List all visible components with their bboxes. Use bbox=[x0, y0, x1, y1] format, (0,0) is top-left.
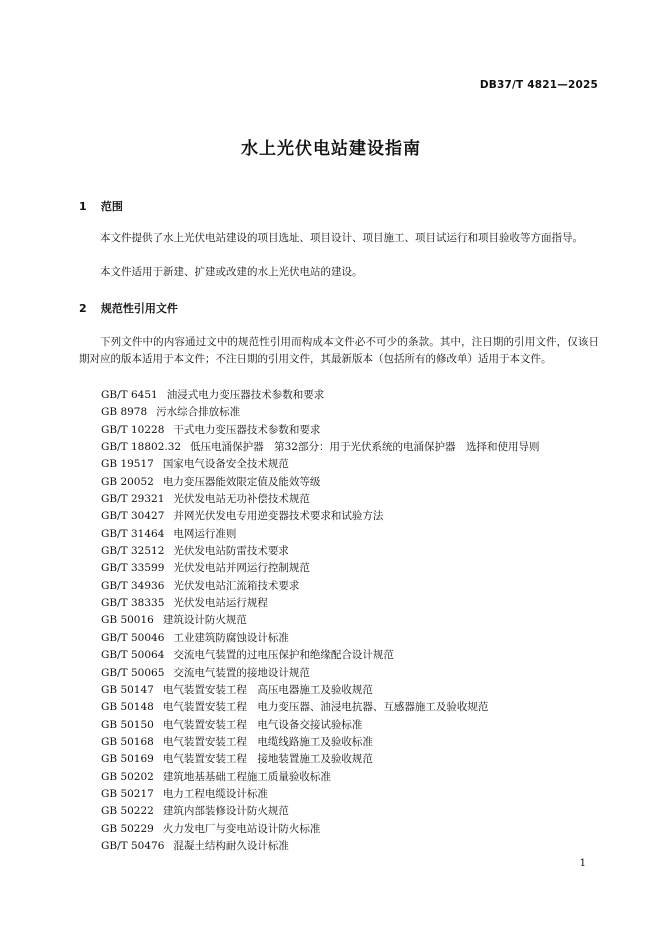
reference-code: GB 50229 bbox=[101, 822, 154, 835]
reference-title: 国家电气设备安全技术规范 bbox=[162, 458, 289, 471]
reference-code: GB 50168 bbox=[101, 735, 154, 748]
reference-code: GB 50202 bbox=[101, 770, 154, 783]
reference-title: 污水综合排放标准 bbox=[156, 406, 241, 419]
reference-item bbox=[101, 543, 539, 560]
reference-title: 电气装置安装工程 高压电器施工及验收规范 bbox=[162, 683, 373, 696]
reference-title: 光伏发电站运行规程 bbox=[173, 597, 268, 610]
reference-item bbox=[101, 734, 539, 751]
section-title: 范围 bbox=[100, 200, 123, 213]
reference-item bbox=[101, 803, 539, 820]
reference-title: 光伏发电站并网运行控制规范 bbox=[173, 562, 310, 575]
reference-code: GB/T 50046 bbox=[101, 631, 165, 644]
reference-item bbox=[101, 474, 539, 491]
reference-item bbox=[101, 508, 539, 525]
reference-code: GB 50148 bbox=[101, 701, 154, 714]
section-number: 1 bbox=[79, 200, 87, 213]
reference-item bbox=[101, 769, 539, 786]
reference-code: GB/T 50065 bbox=[101, 666, 165, 679]
reference-title: 电气装置安装工程 接地装置施工及验收规范 bbox=[162, 753, 373, 766]
reference-item bbox=[101, 560, 539, 577]
scope-paragraph-2: 本文件适用于新建、扩建或改建的水上光伏电站的建设。 bbox=[100, 266, 363, 278]
reference-title: 建筑内部装修设计防火规范 bbox=[162, 805, 289, 818]
reference-item bbox=[101, 647, 539, 664]
reference-item bbox=[101, 821, 539, 838]
reference-code: GB 8978 bbox=[101, 406, 148, 419]
reference-title: 建筑设计防火规范 bbox=[162, 614, 247, 627]
reference-code: GB/T 18802.32 bbox=[101, 441, 182, 454]
reference-code: GB 50222 bbox=[101, 805, 154, 818]
reference-code: GB/T 30427 bbox=[101, 510, 165, 523]
document-code: DB37/T 4821—2025 bbox=[479, 79, 598, 91]
reference-item bbox=[101, 595, 539, 612]
reference-item bbox=[101, 439, 539, 456]
reference-title: 建筑地基基础工程施工质量验收标准 bbox=[162, 770, 331, 783]
reference-item bbox=[101, 630, 539, 647]
reference-title: 电力变压器能效限定值及能效等级 bbox=[162, 475, 321, 488]
reference-code: GB 50150 bbox=[101, 718, 154, 731]
reference-list bbox=[101, 387, 539, 855]
reference-item bbox=[101, 717, 539, 734]
reference-title: 并网光伏发电专用逆变器技术要求和试验方法 bbox=[173, 510, 384, 523]
reference-title: 混凝土结构耐久设计标准 bbox=[173, 839, 289, 852]
reference-title: 光伏发电站无功补偿技术规范 bbox=[173, 493, 310, 506]
section-title: 规范性引用文件 bbox=[100, 302, 178, 315]
reference-item bbox=[101, 699, 539, 716]
reference-title: 低压电涌保护器 第32部分：用于光伏系统的电涌保护器 选择和使用导则 bbox=[190, 441, 540, 454]
page-title: 水上光伏电站建设指南 bbox=[241, 139, 421, 159]
reference-item bbox=[101, 526, 539, 543]
reference-title: 电气装置安装工程 电缆线路施工及验收标准 bbox=[162, 735, 373, 748]
reference-item bbox=[101, 387, 539, 404]
reference-title: 交流电气装置的过电压保护和绝缘配合设计规范 bbox=[173, 649, 394, 662]
reference-item bbox=[101, 578, 539, 595]
reference-title: 交流电气装置的接地设计规范 bbox=[173, 666, 310, 679]
reference-code: GB/T 32512 bbox=[101, 545, 165, 558]
reference-item bbox=[101, 665, 539, 682]
reference-title: 光伏发电站汇流箱技术要求 bbox=[173, 579, 300, 592]
reference-item bbox=[101, 491, 539, 508]
reference-item bbox=[101, 456, 539, 473]
reference-title: 电气装置安装工程 电气设备交接试验标准 bbox=[162, 718, 363, 731]
reference-code: GB/T 38335 bbox=[101, 597, 165, 610]
reference-code: GB/T 6451 bbox=[101, 389, 158, 401]
reference-item bbox=[101, 751, 539, 768]
reference-code: GB/T 31464 bbox=[101, 527, 165, 540]
reference-code: GB 50147 bbox=[101, 683, 154, 696]
reference-item bbox=[101, 422, 539, 439]
reference-item bbox=[101, 838, 539, 855]
reference-item bbox=[101, 612, 539, 629]
section-heading-normative-references bbox=[79, 300, 178, 316]
reference-code: GB/T 50476 bbox=[101, 839, 165, 852]
reference-code: GB 50217 bbox=[101, 787, 154, 800]
reference-code: GB 19517 bbox=[101, 458, 154, 471]
references-intro-paragraph: 下列文件中的内容通过文中的规范性引用而构成本文件必不可少的条款。其中，注日期的引用文件，仅该日期对应的版本适用于本文件；不注日期的引用文件，其最新版本（包括所有的修改单）适用于本文件。 bbox=[79, 336, 599, 365]
reference-title: 电力工程电缆设计标准 bbox=[162, 787, 268, 800]
reference-code: GB/T 29321 bbox=[101, 493, 165, 506]
reference-item bbox=[101, 786, 539, 803]
reference-code: GB/T 33599 bbox=[101, 562, 165, 575]
reference-code: GB/T 34936 bbox=[101, 579, 165, 592]
reference-title: 光伏发电站防雷技术要求 bbox=[173, 545, 289, 558]
scope-paragraph-1: 本文件提供了水上光伏电站建设的项目选址、项目设计、项目施工、项目试运行和项目验收等方面指导。 bbox=[100, 232, 583, 244]
reference-title: 工业建筑防腐蚀设计标准 bbox=[173, 631, 289, 644]
reference-item bbox=[101, 682, 539, 699]
reference-code: GB/T 50064 bbox=[101, 649, 165, 662]
reference-title: 电网运行准则 bbox=[173, 527, 237, 540]
section-heading-scope bbox=[79, 198, 123, 214]
reference-title: 电气装置安装工程 电力变压器、油浸电抗器、互感器施工及验收规范 bbox=[162, 701, 489, 714]
reference-title: 火力发电厂与变电站设计防火标准 bbox=[162, 822, 321, 835]
reference-title: 干式电力变压器技术参数和要求 bbox=[173, 423, 321, 436]
section-number: 2 bbox=[79, 302, 87, 315]
reference-code: GB 20052 bbox=[101, 475, 154, 488]
reference-code: GB 50016 bbox=[101, 614, 154, 627]
reference-code: GB/T 10228 bbox=[101, 423, 165, 436]
reference-code: GB 50169 bbox=[101, 753, 154, 766]
reference-title: 油浸式电力变压器技术参数和要求 bbox=[166, 389, 325, 401]
reference-item bbox=[101, 404, 539, 421]
page-number: 1 bbox=[579, 858, 586, 869]
